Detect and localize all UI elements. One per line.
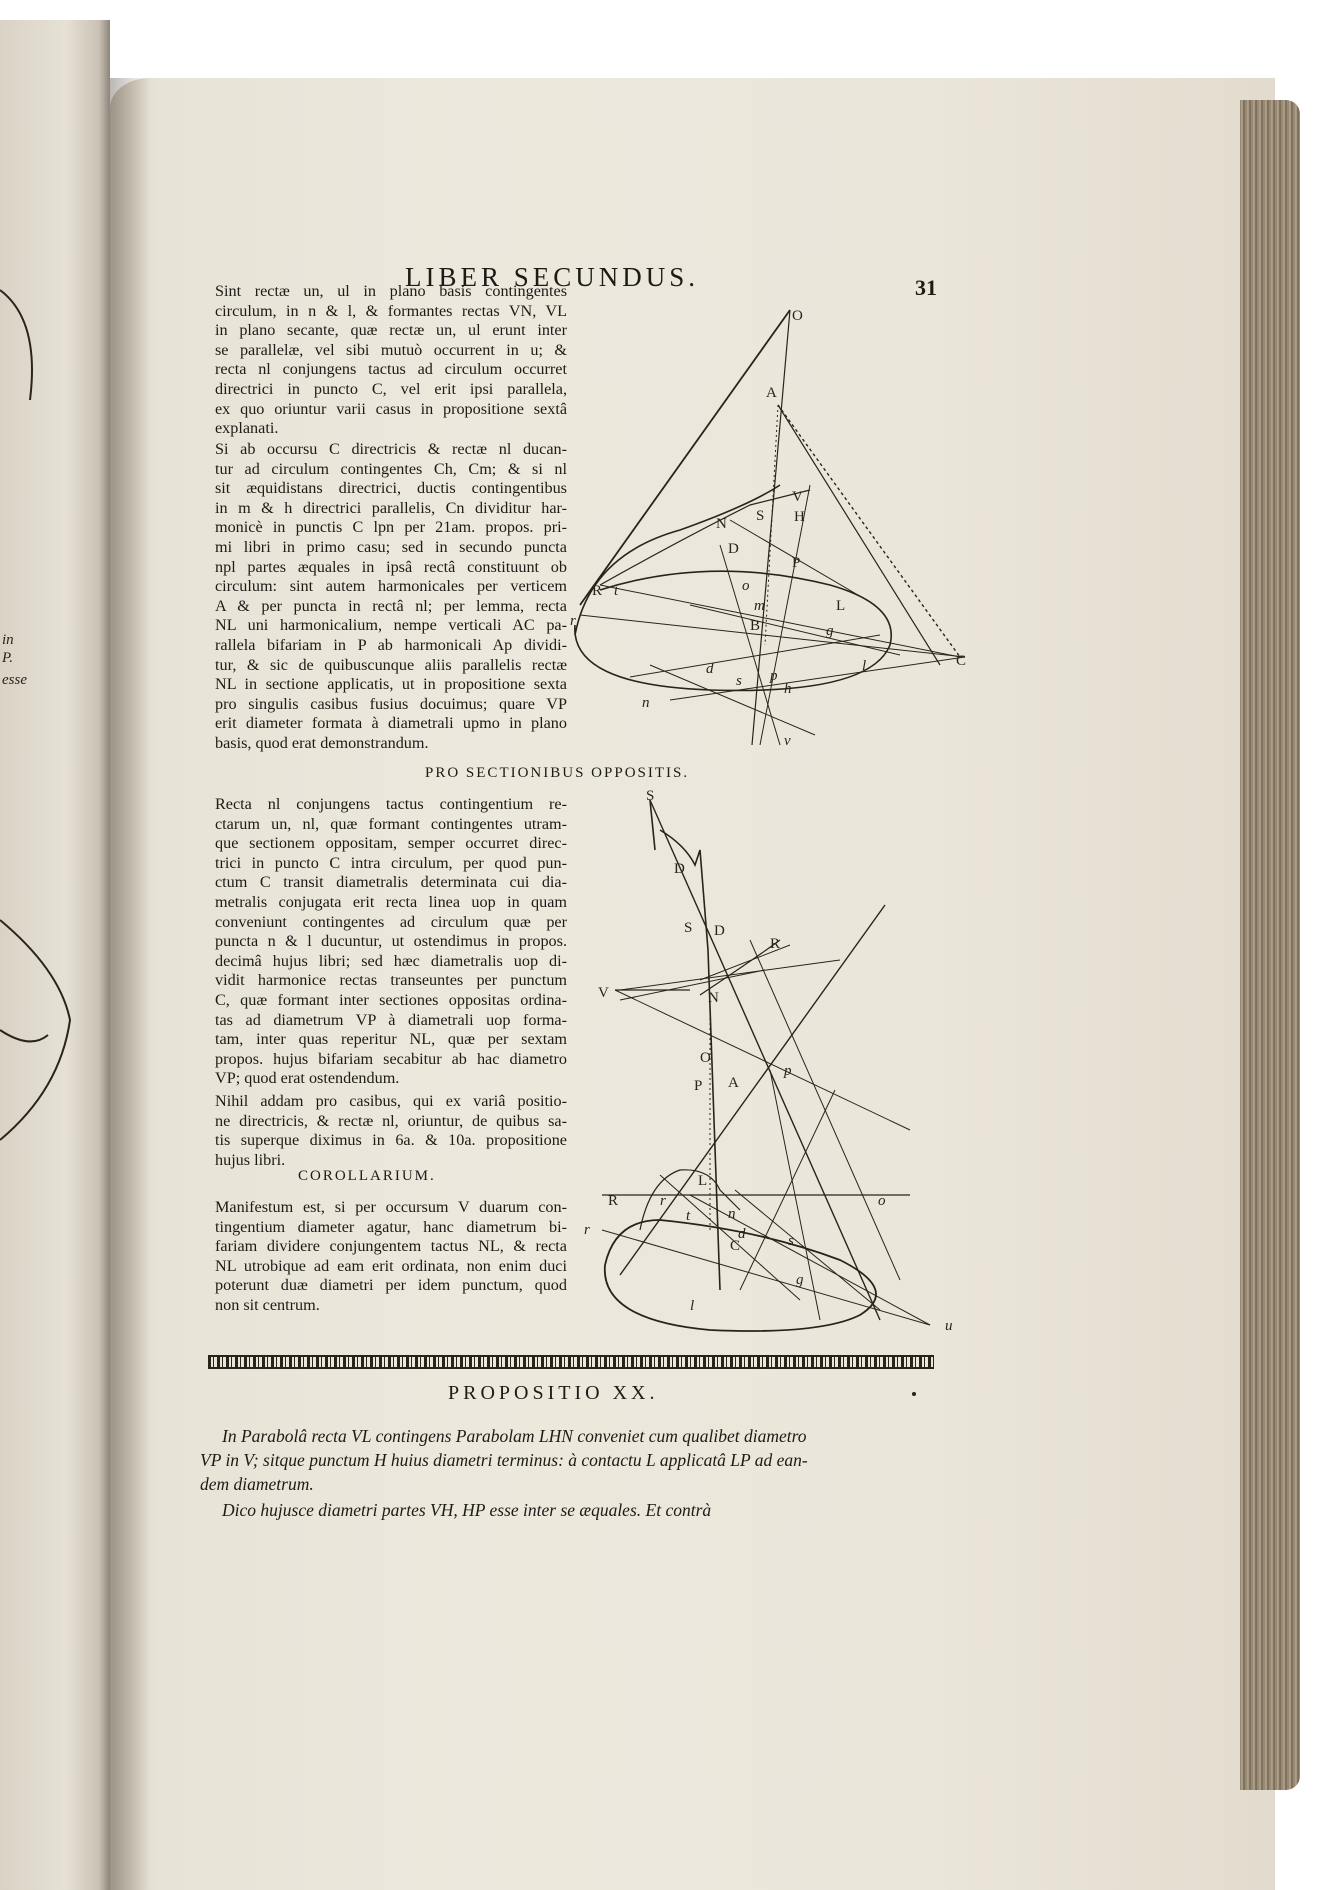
svg-text:o: o	[878, 1193, 886, 1209]
text-line: in m & h directrici parallelis, Cn dividitur har-	[215, 498, 567, 517]
text-line: trici in puncto C intra circulum, per quod pun-	[215, 853, 567, 872]
text-line: ex quo oriuntur varii casus in propositione sextâ	[215, 399, 567, 418]
svg-text:D: D	[714, 923, 725, 939]
proposition-line: In Parabolâ recta VL contingens Parabolam LHN conveniet cum qualibet diametro	[222, 1426, 807, 1446]
svg-text:N: N	[708, 990, 719, 1006]
svg-text:l: l	[862, 658, 867, 674]
figure-2-opposite-sections	[560, 790, 980, 1350]
text-line: explanati.	[215, 419, 279, 438]
text-line: monicè in punctis C lpn per 21am. propos. pri-	[215, 518, 567, 537]
text-line: recta nl conjungens tactus ad circulum occurret	[215, 360, 567, 379]
svg-text:L: L	[836, 598, 846, 614]
text-line: mi libri in primo casu; sed in secundo puncta	[215, 537, 567, 556]
text-line: C, quæ formant inter sectiones oppositas ordina-	[215, 990, 567, 1009]
text-line: VP; quod erat ostendendum.	[215, 1069, 400, 1088]
svg-text:t: t	[686, 1208, 691, 1224]
running-title: LIBER SECUNDUS.	[405, 262, 700, 292]
text-line: non sit centrum.	[215, 1295, 320, 1314]
svg-text:d: d	[706, 661, 714, 677]
svg-text:N: N	[716, 516, 727, 532]
text-line: ne directricis, & rectæ nl, oriuntur, de quibus sa-	[215, 1111, 567, 1130]
svg-text:D: D	[728, 541, 739, 557]
text-line: metralis conjugata erit recta linea uop in quam	[215, 892, 567, 911]
text-line: directrici in puncto C, vel erit ipsi parallela,	[215, 379, 567, 398]
text-line: pro singulis casibus fusius docuimus; quare VP	[215, 694, 567, 713]
text-line: se parallelæ, vel sibi mutuò occurrent in u; &	[215, 340, 567, 359]
gutter-shadow	[110, 78, 150, 1890]
svg-text:r: r	[660, 1193, 666, 1209]
text-line: NL uni harmonicalium, nempe verticali AC pa-	[215, 616, 567, 635]
text-line: Manifestum est, si per occursum V duarum con-	[215, 1198, 567, 1216]
svg-text:n: n	[728, 1206, 736, 1222]
svg-text:h: h	[784, 681, 792, 697]
svg-text:s: s	[736, 673, 742, 689]
paragraph-3	[215, 795, 567, 1089]
svg-text:V: V	[792, 489, 803, 505]
svg-text:S: S	[756, 508, 765, 524]
text-line: tur ad circulum contingentes Ch, Cm; & si nl	[215, 459, 567, 478]
text-line: decimâ hujus libri; sed hæc diametralis uop di-	[215, 951, 567, 970]
proposition-line: Dico hujusce diametri partes VH, HP esse inter se æquales. Et contrà	[222, 1500, 712, 1520]
svg-text:O: O	[700, 1050, 711, 1066]
text-line: fariam dividere conjungentem tactus NL, & recta	[215, 1237, 567, 1256]
svg-text:r: r	[570, 613, 576, 629]
left-fragment: esse	[2, 672, 27, 688]
ornament-divider	[208, 1355, 934, 1369]
text-line: erit diameter formata à diametrali upmo in plano	[215, 714, 567, 733]
text-line: basis, quod erat demonstrandum.	[215, 733, 429, 752]
left-page-figure	[0, 20, 110, 1890]
page-number: 31	[915, 275, 937, 300]
paragraph-2	[215, 440, 567, 754]
svg-text:R: R	[770, 936, 781, 952]
svg-text:s: s	[788, 1233, 794, 1249]
svg-text:l: l	[690, 1298, 695, 1314]
left-fragment: in	[2, 632, 14, 648]
figure-1-cone-parabola	[570, 305, 970, 765]
text-line: Recta nl conjungens tactus contingentium re-	[215, 795, 567, 813]
section-heading-opposite: PRO SECTIONIBUS OPPOSITIS.	[425, 765, 690, 781]
svg-text:d: d	[738, 1226, 746, 1242]
svg-text:D: D	[674, 861, 685, 877]
proposition-line: dem diametrum.	[200, 1474, 314, 1494]
svg-text:A: A	[728, 1075, 739, 1091]
svg-text:o: o	[742, 578, 750, 594]
text-line: sit æquidistans directrici, ductis contingentibus	[215, 479, 567, 498]
svg-text:R: R	[592, 583, 603, 599]
text-line: poterunt duæ diametri per idem punctum, quod	[215, 1276, 567, 1295]
text-line: circulum, in n & l, & formantes rectas VN, VL	[215, 301, 567, 320]
svg-text:A: A	[766, 385, 777, 401]
text-line: ctarum un, nl, quæ formant contingentes utram-	[215, 814, 567, 833]
text-line: propos. hujus bifariam secabitur ab hac diametro	[215, 1049, 567, 1068]
svg-text:P: P	[694, 1078, 703, 1094]
text-line: tis superque diximus in 6a. & 10a. propositione	[215, 1131, 567, 1150]
left-fragment: P.	[2, 650, 13, 666]
svg-text:t: t	[614, 583, 619, 599]
svg-text:g: g	[796, 1272, 804, 1288]
ornament-dot	[912, 1392, 916, 1396]
text-line: hujus libri.	[215, 1150, 286, 1169]
text-line: A & per puncta in rectâ nl; per lemma, recta	[215, 596, 567, 615]
svg-text:p: p	[770, 668, 778, 684]
text-line: tas ad diametrum VP à diametrali uop forma-	[215, 1010, 567, 1029]
svg-text:C: C	[956, 653, 967, 669]
text-line: tingentium diameter agatur, hanc diametrum bi-	[215, 1217, 567, 1236]
text-line: in plano secante, quæ rectæ un, ul erunt inter	[215, 321, 567, 340]
svg-text:S: S	[646, 788, 655, 804]
text-line: circulum: sint autem harmonicales per verticem	[215, 577, 567, 596]
svg-text:P: P	[792, 555, 801, 571]
paragraph-5	[215, 1198, 567, 1316]
text-line: Nihil addam pro casibus, qui ex variâ positio-	[215, 1092, 567, 1110]
text-line: conveniunt contingentes ad circulum quæ per	[215, 912, 567, 931]
text-line: npl partes æquales in ipsâ rectâ constituunt ob	[215, 557, 567, 576]
svg-text:V: V	[598, 985, 609, 1001]
svg-text:v: v	[784, 733, 791, 749]
svg-text:B: B	[750, 618, 761, 634]
svg-text:m: m	[754, 598, 765, 614]
svg-text:p: p	[784, 1063, 792, 1079]
text-line: ctum C transit diametralis determinata cui dia-	[215, 873, 567, 892]
left-page	[0, 20, 110, 1890]
text-line: tur, & sic de quibuscunque aliis parallelis rectæ	[215, 655, 567, 674]
paragraph-1	[215, 282, 567, 439]
svg-text:H: H	[794, 509, 805, 525]
text-line: que sectionem oppositam, semper occurret direc-	[215, 834, 567, 853]
svg-text:n: n	[642, 695, 650, 711]
svg-text:O: O	[792, 308, 803, 324]
page-edges	[1240, 100, 1300, 1790]
svg-text:C: C	[730, 1238, 741, 1254]
paragraph-4	[215, 1092, 567, 1170]
text-line: puncta n & l ducuntur, ut ostendimus in propos.	[215, 932, 567, 951]
text-line: Sint rectæ un, ul in plano basis contingentes	[215, 282, 567, 300]
text-line: NL utrobique ad eam erit ordinata, non enim duci	[215, 1256, 567, 1275]
proposition-line: VP in V; sitque punctum H huius diametri terminus: à contactu L applicatâ LP ad ean-	[200, 1450, 808, 1470]
text-line: Si ab occursu C directricis & rectæ nl ducan-	[215, 440, 567, 458]
text-line: vidit harmonice rectas transeuntes per punctum	[215, 971, 567, 990]
svg-text:L: L	[698, 1173, 708, 1189]
text-line: rallela bifariam in P ab harmonicali Ap dividi-	[215, 635, 567, 654]
svg-text:g: g	[826, 623, 834, 639]
section-heading-corollary: COROLLARIUM.	[298, 1168, 436, 1184]
svg-text:r: r	[584, 1222, 590, 1238]
text-line: NL in sectione applicatis, ut in propositione sexta	[215, 675, 567, 694]
text-line: tam, inter quas reperitur NL, quæ per sextam	[215, 1030, 567, 1049]
proposition-title: PROPOSITIO XX.	[448, 1382, 659, 1404]
svg-text:u: u	[945, 1318, 953, 1334]
svg-text:R: R	[608, 1193, 619, 1209]
svg-text:S: S	[684, 920, 693, 936]
